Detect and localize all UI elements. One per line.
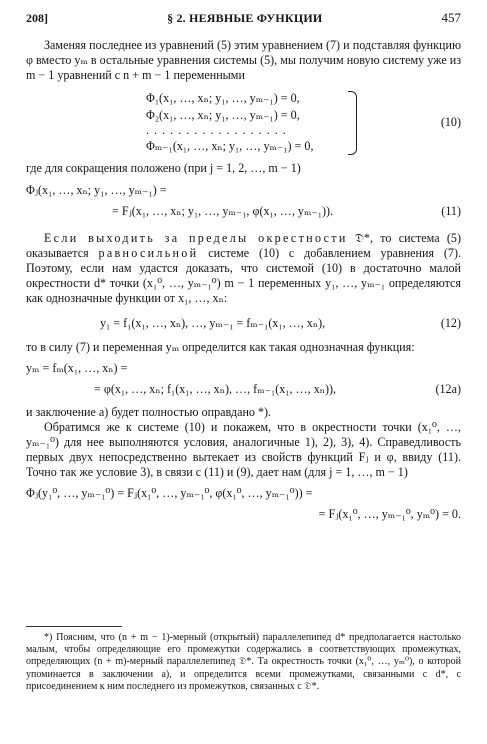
paragraph-6: Обратимся же к системе (10) и покажем, что в окрестности точки (x₁⁰, …, yₘ₋₁⁰) для нее выполняются условия, аналогичные 1), 2), 3), 4). Справедливость первых двух непосредственно вытекает из свойств функций Fⱼ и φ, ввиду (11). Точно так же условие 3), в связи с (11) и (9), дает нам (для j = 1, …, m − 1) bbox=[26, 420, 461, 479]
equation-12 bbox=[26, 310, 461, 336]
spaced-text: равносильной bbox=[98, 246, 199, 260]
footnote-rule bbox=[26, 626, 122, 627]
equation-number: (10) bbox=[440, 115, 461, 129]
footnote-text: *) Поясним, что (n + m − 1)-мерный (открытый) параллелепипед d* предполагается настолько малым, чтобы определяющие его промежутки содержались в соответствующих промежутках, определяющих (n + m)-мерный параллелепипед 𝔇*. Та окрестность точки (x₁⁰, …, yₘ⁰), о которой упоминается в заключении а), и определится всеми промежутками, связанными с d*, с присоединением к ним последнего из промежутков, связанных с 𝔇*. bbox=[26, 632, 461, 692]
system-dots: . . . . . . . . . . . . . . . . . . bbox=[146, 123, 287, 137]
paragraph-3 bbox=[26, 231, 461, 306]
eq12a-line-2: = φ(x₁, …, xₙ; f₁(x₁, …, xₙ), …, fₘ₋₁(x₁, …, xₙ)), bbox=[94, 382, 337, 396]
equation-number: (12a) bbox=[435, 382, 461, 396]
equation-system-10 bbox=[26, 89, 461, 157]
paragraph-1: Заменяя последнее из уравнений (5) этим уравнением (7) и подставляя функцию φ вместо yₘ в остальные уравнения системы (5), мы получим новую систему уже из m − 1 уравнений с n + m − 1 переменными bbox=[26, 38, 461, 82]
footnote bbox=[26, 632, 461, 693]
equation-number: (11) bbox=[441, 204, 461, 218]
eqf-line-1: Φⱼ(y₁⁰, …, yₘ₋₁⁰) = Fⱼ(x₁⁰, …, yₘ₋₁⁰, φ(x₁⁰, …, yₘ₋₁⁰)) = bbox=[26, 486, 313, 500]
page-header bbox=[26, 10, 461, 26]
system-line-3: Φₘ₋₁(x₁, …, xₙ; y₁, …, yₘ₋₁) = 0, bbox=[146, 139, 314, 153]
eq11-line-1: Φⱼ(x₁, …, xₙ; y₁, …, yₘ₋₁) = bbox=[26, 183, 167, 197]
equation-11 bbox=[26, 183, 461, 223]
paragraph-4: то в силу (7) и переменная yₘ определится как такая однозначная функция: bbox=[26, 340, 415, 354]
eq12a-line-1: yₘ = fₘ(x₁, …, xₙ) = bbox=[26, 361, 128, 375]
right-brace bbox=[348, 91, 357, 155]
system-line-1: Φ₁(x₁, …, xₙ; y₁, …, yₘ₋₁) = 0, bbox=[146, 91, 300, 105]
paragraph-2: где для сокращения положено (при j = 1, 2, …, m − 1) bbox=[26, 161, 301, 175]
page-number: 457 bbox=[441, 10, 461, 25]
text: системе (10) с добавлением уравнения (7). Поэтому, если нам удастся доказать, что системой (10) в достаточно малой окрестности d* точки (x₁⁰, …, yₘ₋₁⁰) m − 1 переменных y₁, …, yₘ₋₁ определяются как однозначные функции от x₁, …, xₙ: bbox=[26, 246, 461, 305]
equation-final bbox=[26, 486, 461, 526]
section-ref: 208] bbox=[26, 11, 48, 25]
eq11-line-2: = Fⱼ(x₁, …, xₙ; y₁, …, yₘ₋₁, φ(x₁, …, yₘ₋₁)). bbox=[112, 204, 334, 218]
equation-12a bbox=[26, 361, 461, 401]
equation-number: (12) bbox=[440, 316, 461, 330]
spaced-text: Если выходить за пределы окрестности bbox=[44, 231, 348, 245]
system-line-2: Φ₂(x₁, …, xₙ; y₁, …, yₘ₋₁) = 0, bbox=[146, 108, 300, 122]
eqf-line-2: = Fⱼ(x₁⁰, …, yₘ₋₁⁰, yₘ⁰) = 0. bbox=[318, 507, 461, 521]
paragraph-5: и заключение а) будет полностью оправдано *). bbox=[26, 405, 272, 419]
text: 𝔇*, то система (5) оказывается bbox=[26, 231, 461, 260]
eq12-text: y₁ = f₁(x₁, …, xₙ), …, yₘ₋₁ = fₘ₋₁(x₁, …, xₙ), bbox=[100, 316, 326, 330]
running-title: § 2. НЕЯВНЫЕ ФУНКЦИИ bbox=[167, 11, 323, 25]
